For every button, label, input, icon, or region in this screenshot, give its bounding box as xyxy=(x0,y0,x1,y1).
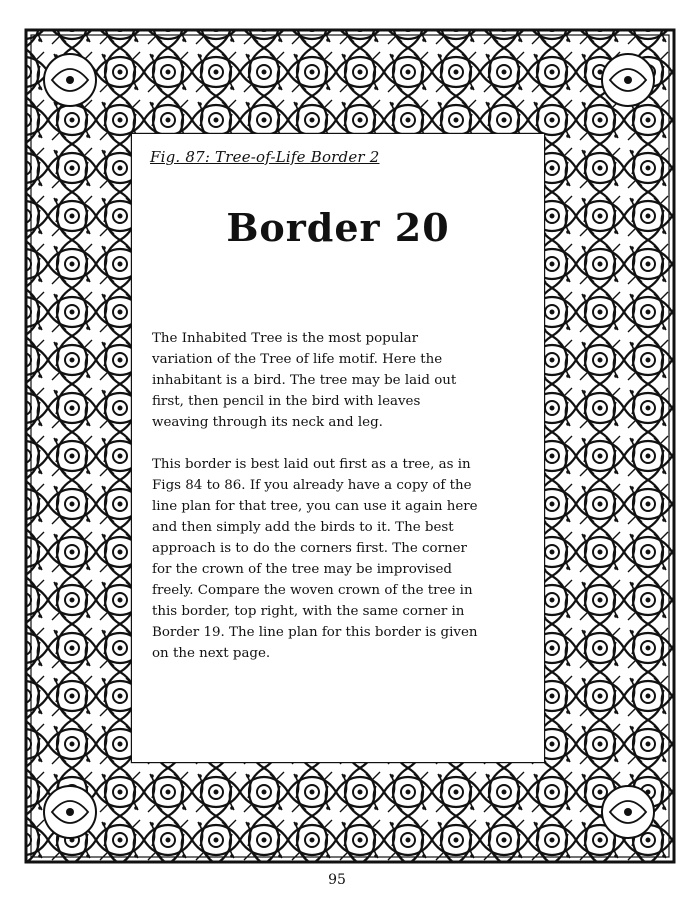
text-line: line plan for that tree, you can use it again here xyxy=(152,499,478,514)
text-line: Figs 84 to 86. If you already have a copy of the xyxy=(152,478,472,493)
text-line: approach is to do the corners first. The corner xyxy=(152,541,467,556)
body-text xyxy=(152,328,532,685)
text-line: This border is best laid out first as a tree, as in xyxy=(152,457,471,472)
text-line: inhabitant is a bird. The tree may be laid out xyxy=(152,373,457,388)
text-line: and then simply add the birds to it. The best xyxy=(152,520,454,535)
page-title: Border 20 xyxy=(226,205,450,250)
text-line: variation of the Tree of life motif. Here the xyxy=(152,352,443,367)
text-line: on the next page. xyxy=(152,646,271,661)
text-line: this border, top right, with the same corner in xyxy=(152,604,465,619)
text-line: first, then pencil in the bird with leaves xyxy=(152,394,421,409)
figure-caption: Fig. 87: Tree-of-Life Border 2 xyxy=(150,148,380,166)
text-line: freely. Compare the woven crown of the tree in xyxy=(152,583,473,598)
paragraph xyxy=(152,328,532,433)
text-line: weaving through its neck and leg. xyxy=(152,415,383,430)
page-number: 95 xyxy=(328,872,346,888)
paragraph xyxy=(152,454,532,664)
text-line: The Inhabited Tree is the most popular xyxy=(152,331,419,346)
text-line: Border 19. The line plan for this border is given xyxy=(152,625,478,640)
text-line: for the crown of the tree may be improvised xyxy=(152,562,453,577)
